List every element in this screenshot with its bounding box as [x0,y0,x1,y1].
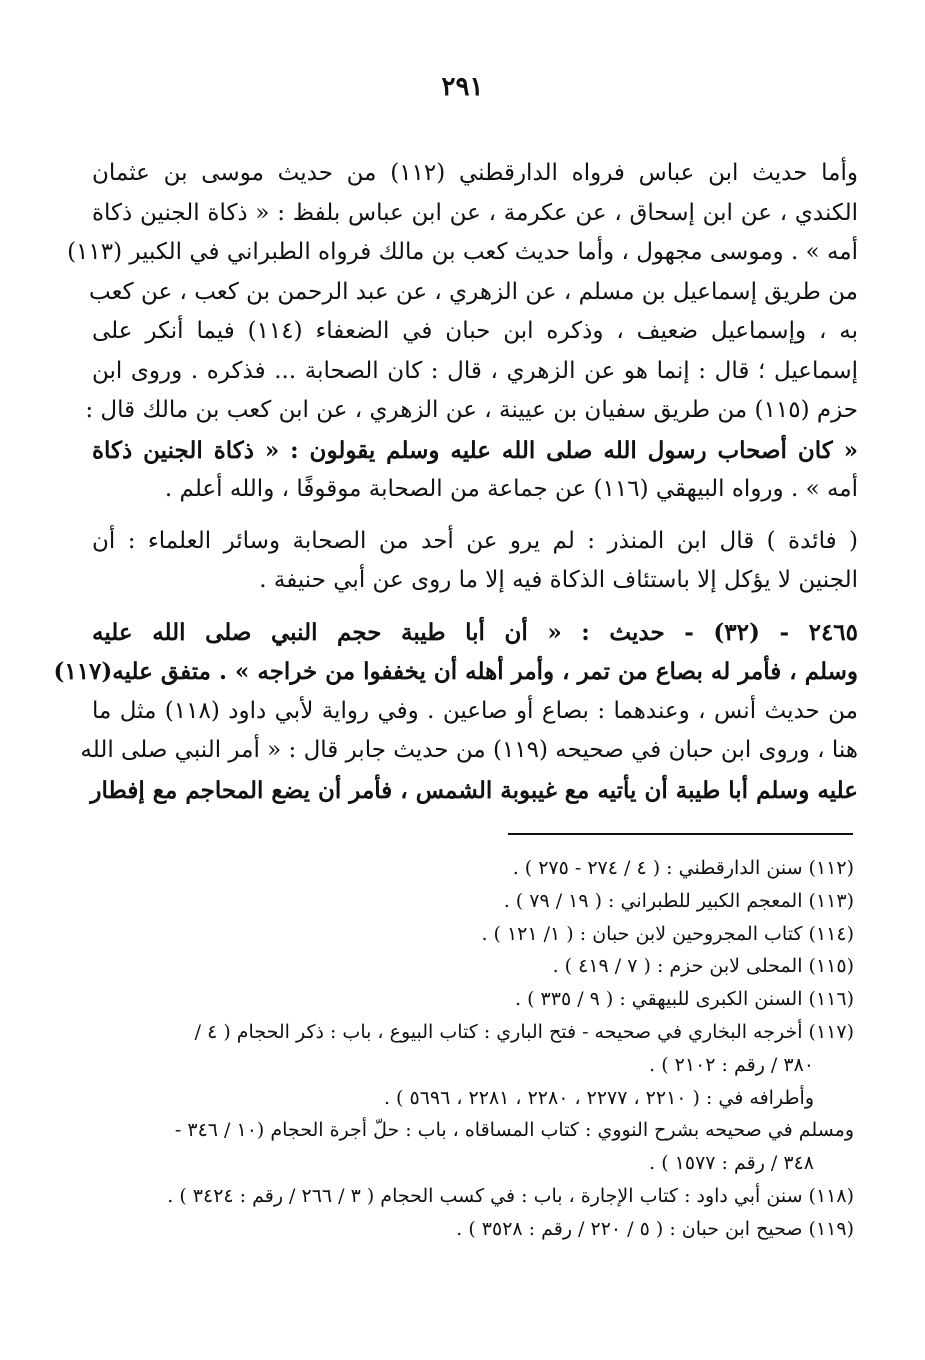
footnote-continuation: ٣٤٨ / رقم : ١٥٧٧ ) . [649,1152,814,1175]
footnote-continuation: ٣٨٠ / رقم : ٢١٠٢ ) . [649,1053,814,1076]
text-line: « كان أصحاب رسول الله صلى الله عليه وسلم يقولون : « ذكاة الجنين ذكاة [92,436,858,464]
footnote: (١١٧) أخرجه البخاري في صحيحه - فتح الباري : كتاب البيوع ، باب : ذكر الحجام ( ٤ / [194,1020,854,1043]
footnote-divider [508,833,853,835]
footnote: (١١٣) المعجم الكبير للطبراني : ( ١٩ / ٧٩ ) . [503,889,854,912]
text-line: إسماعيل ؛ قال : إنما هو عن الزهري ، قال : كان الصحابة ... فذكره . وروى ابن [92,357,858,384]
text-line: وسلم ، فأمر له بصاع من تمر ، وأمر أهله أن يخففوا من خراجه » . متفق عليه(١١٧) [53,658,858,685]
text-line: وأما حديث ابن عباس فرواه الدارقطني (١١٢) من حديث موسى بن عثمان [92,160,859,186]
footnote-continuation: وأطرافه في : ( ٢٢١٠ ، ٢٢٧٧ ، ٢٢٨٠ ، ٢٢٨١ ، ٥٦٩٦ ) . [383,1086,814,1109]
text-line: من طريق إسماعيل بن مسلم ، عن الزهري ، عن عبد الرحمن بن كعب ، عن كعب [89,278,858,305]
text-line: أمه » . ورواه البيهقي (١١٦) عن جماعة من الصحابة موقوفًا ، والله أعلم . [164,476,858,502]
footnote: (١١٨) سنن أبي داود : كتاب الإجارة ، باب : في كسب الحجام ( ٣ / ٢٦٦ / رقم : ٣٤٢٤ ) . [167,1184,854,1207]
footnote-continuation: ومسلم في صحيحه بشرح النووي : كتاب المساقاه ، باب : حلّ أجرة الحجام (١٠ / ٣٤٦ - [174,1119,854,1142]
footnote: (١١٢) سنن الدارقطني : ( ٤ / ٢٧٤ - ٢٧٥ ) . [512,857,854,879]
footnotes [92,852,854,1246]
footnote: (١١٤) كتاب المجروحين لابن حبان : ( ١/ ١٢١ ) . [481,922,854,945]
page-number: ٢٩١ [441,72,484,102]
text-line: الجنين لا يؤكل إلا باستئاف الذكاة فيه إلا ما روى عن أبي حنيفة . [259,567,858,593]
footnote: (١١٩) صحيح ابن حبان : ( ٥ / ٢٢٠ / رقم : ٣٥٢٨ ) . [456,1217,854,1240]
text-line: الكندي ، عن ابن إسحاق ، عن عكرمة ، عن ابن عباس بلفظ : « ذكاة الجنين ذكاة [92,199,858,226]
hadith-heading-line: ٢٤٦٥ - (٣٢) - حديث : « أن أبا طيبة حجم النبي صلى الله عليه [92,618,859,646]
footnote: (١١٦) السنن الكبرى للبيهقي : ( ٩ / ٣٣٥ ) . [515,988,854,1011]
text-line: من حديث أنس ، وعندهما : بصاع أو صاعين . وفي رواية لأبي داود (١١٨) مثل ما [92,697,859,724]
footnote: (١١٥) المحلى لابن حزم : ( ٧ / ٤١٩ ) . [552,955,854,978]
text-line: عليه وسلم أبا طيبة أن يأتيه مع غيبوبة الشمس ، فأمر أن يضع المحاجم مع إفطار [90,776,858,804]
main-text [53,154,859,810]
text-line: ( فائدة ) قال ابن المنذر : لم يرو عن أحد من الصحابة وسائر العلماء : أن [92,527,858,554]
text-line: حزم (١١٥) من طريق سفيان بن عيينة ، عن الزهري ، عن ابن كعب بن مالك قال : [85,397,858,423]
text-line: أمه » . وموسى مجهول ، وأما حديث كعب بن مالك فرواه الطبراني في الكبير (١١٣) [67,239,858,265]
text-line: به ، وإسماعيل ضعيف ، وذكره ابن حبان في الضعفاء (١١٤) فيما أنكر على [92,318,858,344]
text-line: هنا ، وروى ابن حبان في صحيحه (١١٩) من حديث جابر قال : « أمر النبي صلى الله [80,737,858,763]
